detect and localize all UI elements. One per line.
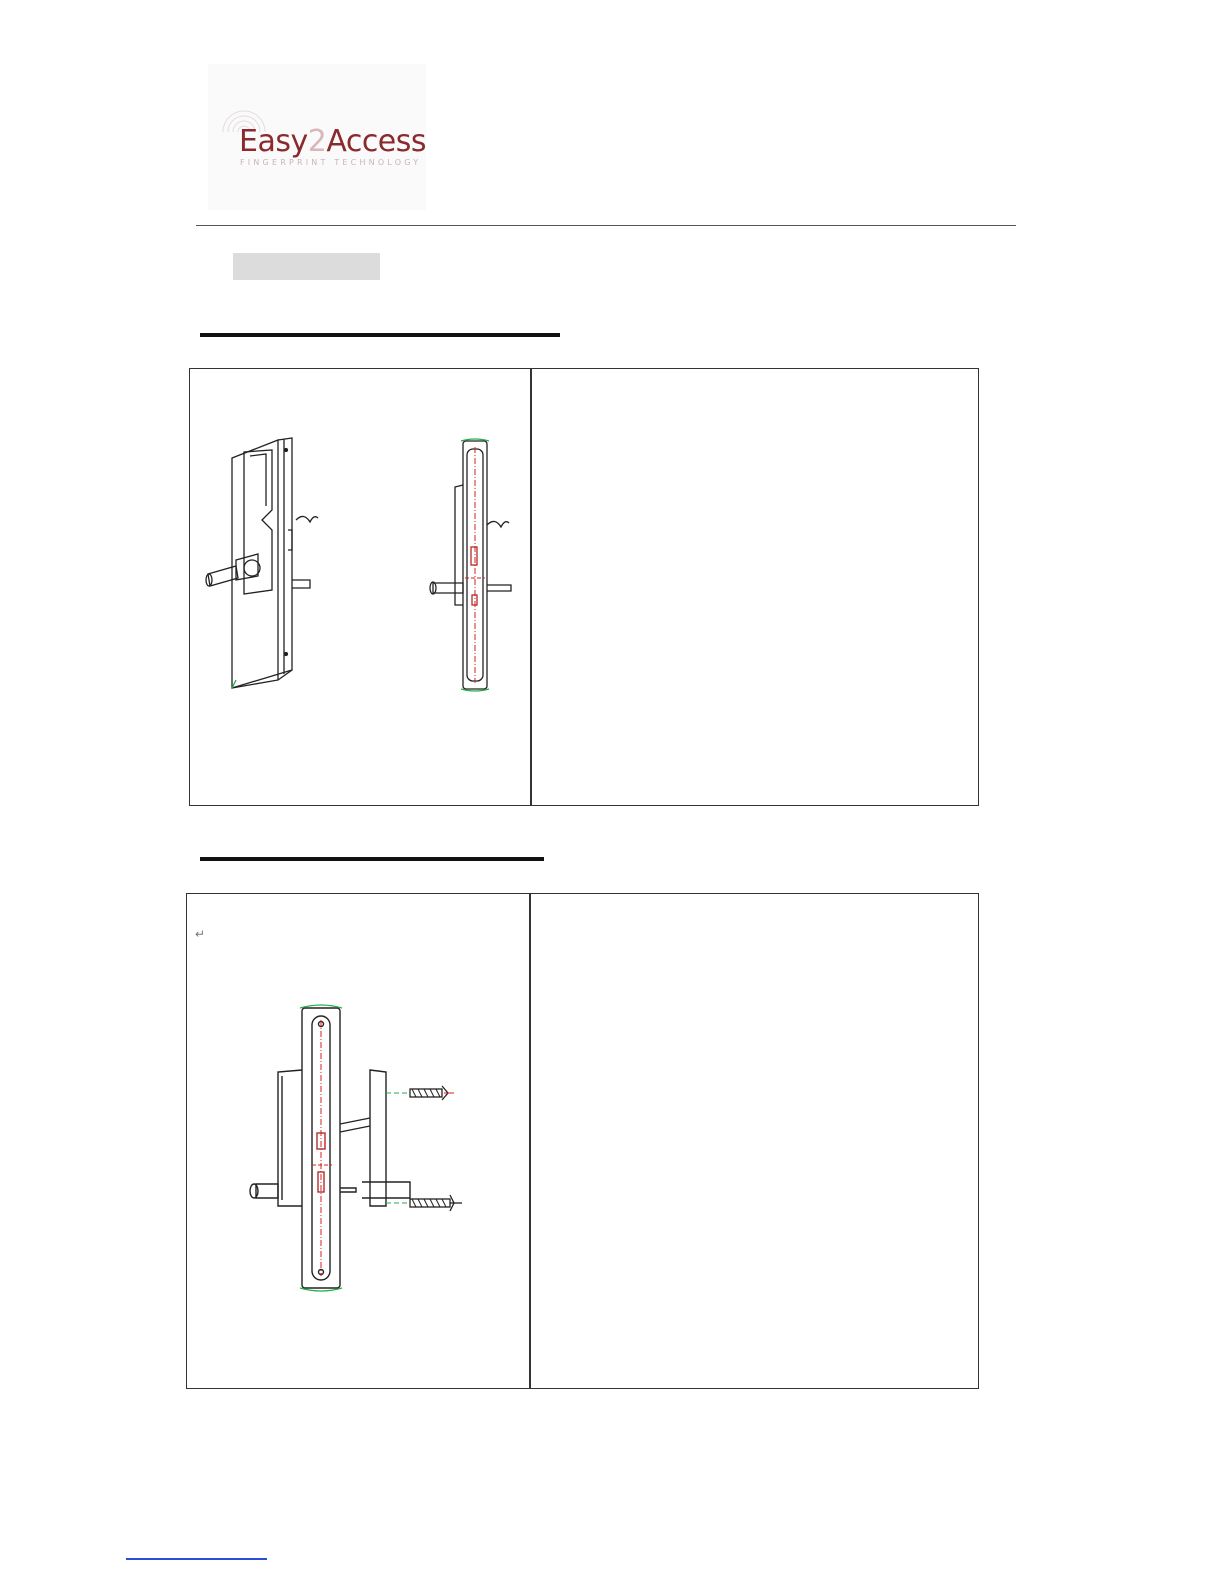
- lock-mounting-illustration: [240, 1000, 480, 1300]
- lock-side-illustration: [425, 435, 545, 705]
- logo-tagline: FINGERPRINT TECHNOLOGY: [240, 158, 422, 167]
- company-logo: [208, 64, 426, 210]
- screw-icon: [386, 1086, 454, 1100]
- footer-link-underline[interactable]: [126, 1558, 267, 1560]
- return-mark: ↵: [195, 927, 206, 941]
- section-2-heading-line: [200, 857, 544, 861]
- highlight-box: [233, 253, 380, 280]
- header-rule: [196, 225, 1016, 226]
- section-2-divider: [529, 893, 531, 1389]
- logo-wordmark: Easy2Access: [239, 124, 427, 159]
- section-1-heading-line: [200, 333, 560, 337]
